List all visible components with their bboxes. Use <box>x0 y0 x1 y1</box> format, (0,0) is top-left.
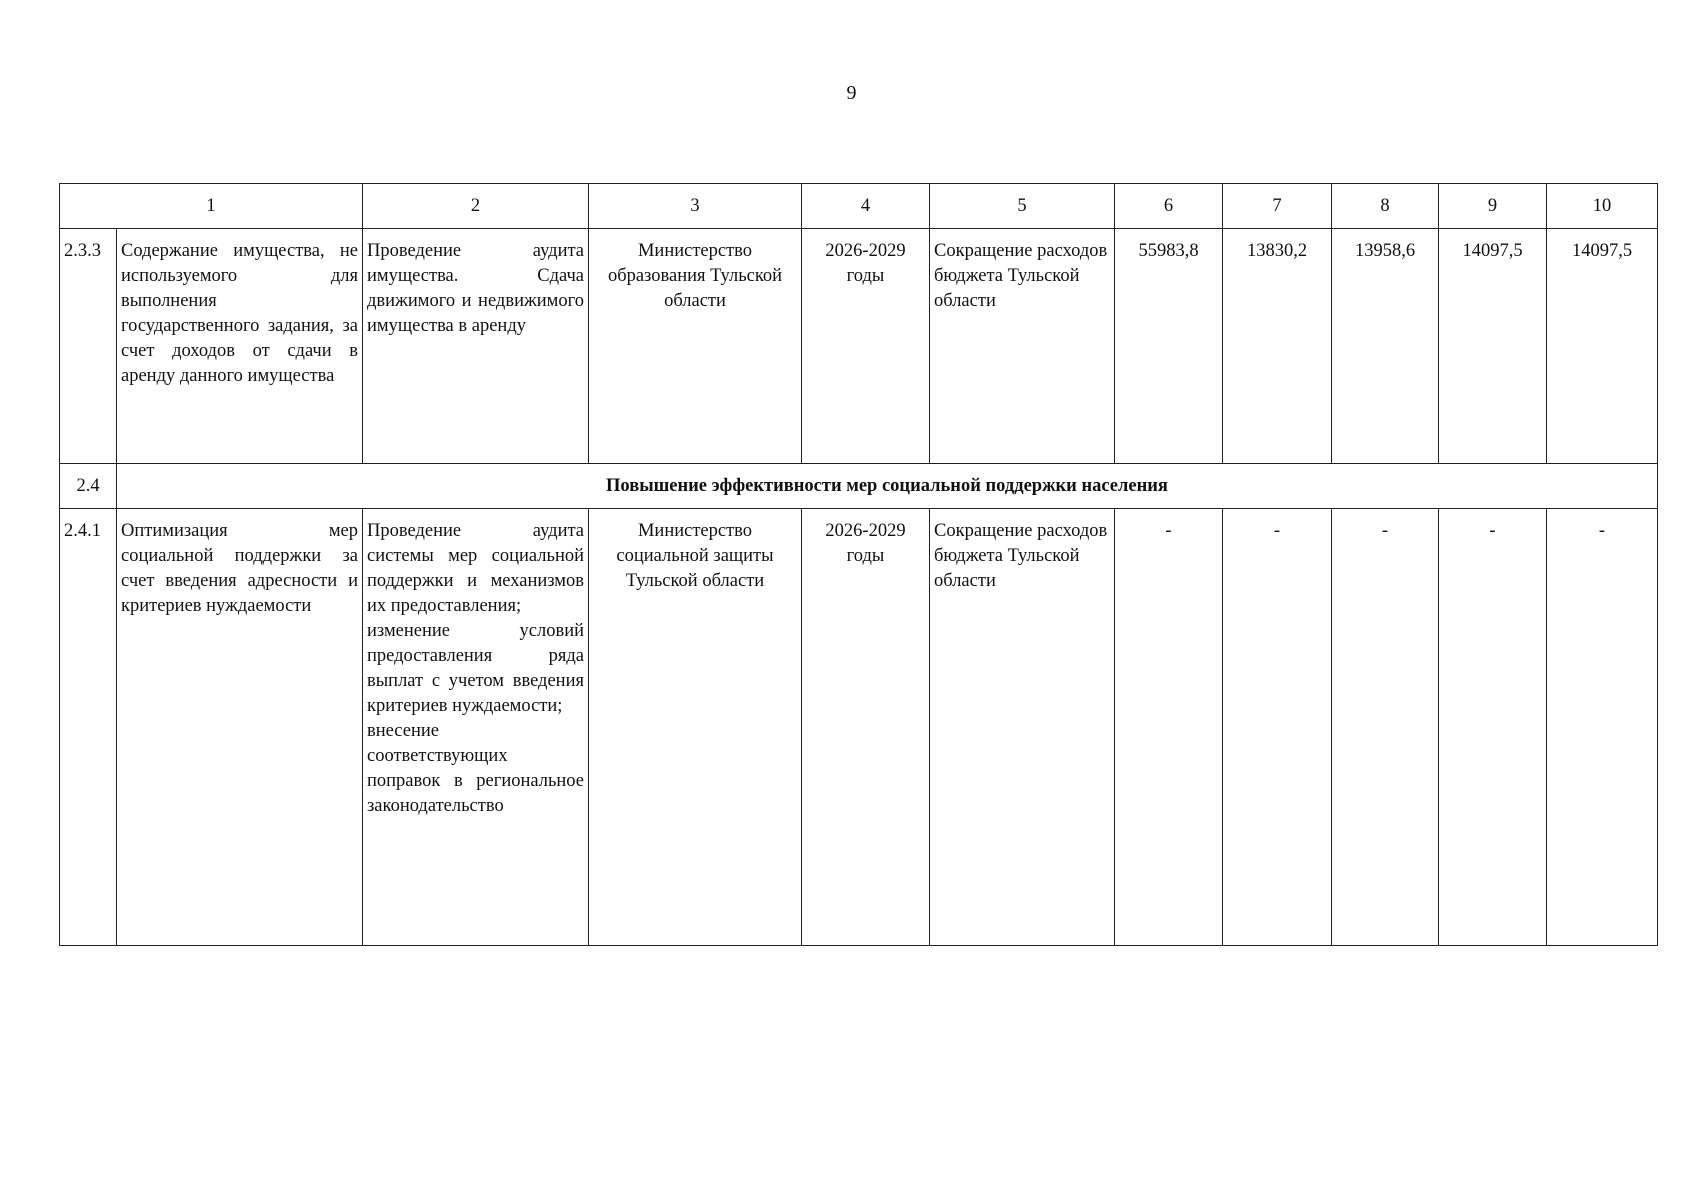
value-cell: 13830,2 <box>1223 229 1332 464</box>
expected-result: Сокращение расходов бюджета Тульской области <box>930 509 1115 946</box>
table-row <box>60 509 1658 946</box>
column-header: 9 <box>1439 184 1547 229</box>
section-row <box>60 464 1658 509</box>
value-cell: 55983,8 <box>1115 229 1223 464</box>
value-cell: 14097,5 <box>1439 229 1547 464</box>
page-number: 9 <box>846 82 857 104</box>
table-row <box>60 229 1658 464</box>
measure-action: Проведение аудита имущества. Сдача движимого и недвижимого имущества в аренду <box>363 229 589 464</box>
value-cell: - <box>1332 509 1439 946</box>
item-number: 2.3.3 <box>60 229 117 464</box>
column-header: 8 <box>1332 184 1439 229</box>
column-header: 2 <box>363 184 589 229</box>
table-header-row <box>60 184 1658 229</box>
value-cell: - <box>1115 509 1223 946</box>
measure-name: Содержание имущества, не используемого для выполнения государственного задания, за счет доходов от сдачи в аренду данного имущества <box>117 229 363 464</box>
item-number: 2.4.1 <box>60 509 117 946</box>
action-paragraph: Проведение аудита системы мер социальной поддержки и механизмов их предоставления; <box>367 521 584 616</box>
column-header: 6 <box>1115 184 1223 229</box>
column-header: 3 <box>589 184 802 229</box>
section-title: Повышение эффективности мер социальной поддержки населения <box>117 464 1658 509</box>
column-header: 5 <box>930 184 1115 229</box>
action-paragraph: изменение условий предоставления ряда выплат с учетом введения критериев нуждаемости; <box>367 621 584 716</box>
measure-name: Оптимизация мер социальной поддержки за счет введения адресности и критериев нуждаемости <box>117 509 363 946</box>
column-header: 7 <box>1223 184 1332 229</box>
section-number: 2.4 <box>60 464 117 509</box>
value-cell: - <box>1439 509 1547 946</box>
implementation-period: 2026-2029 годы <box>802 509 930 946</box>
value-cell: 13958,6 <box>1332 229 1439 464</box>
measure-action <box>363 509 589 946</box>
responsible-executor: Министерство образования Тульской области <box>589 229 802 464</box>
expected-result: Сокращение расходов бюджета Тульской области <box>930 229 1115 464</box>
column-header: 10 <box>1547 184 1658 229</box>
action-paragraph: внесение соответствующих поправок в региональное законодательство <box>367 721 584 816</box>
column-header: 4 <box>802 184 930 229</box>
value-cell: 14097,5 <box>1547 229 1658 464</box>
measures-table <box>59 183 1658 946</box>
value-cell: - <box>1223 509 1332 946</box>
value-cell: - <box>1547 509 1658 946</box>
column-header: 1 <box>60 184 363 229</box>
responsible-executor: Министерство социальной защиты Тульской области <box>589 509 802 946</box>
implementation-period: 2026-2029 годы <box>802 229 930 464</box>
